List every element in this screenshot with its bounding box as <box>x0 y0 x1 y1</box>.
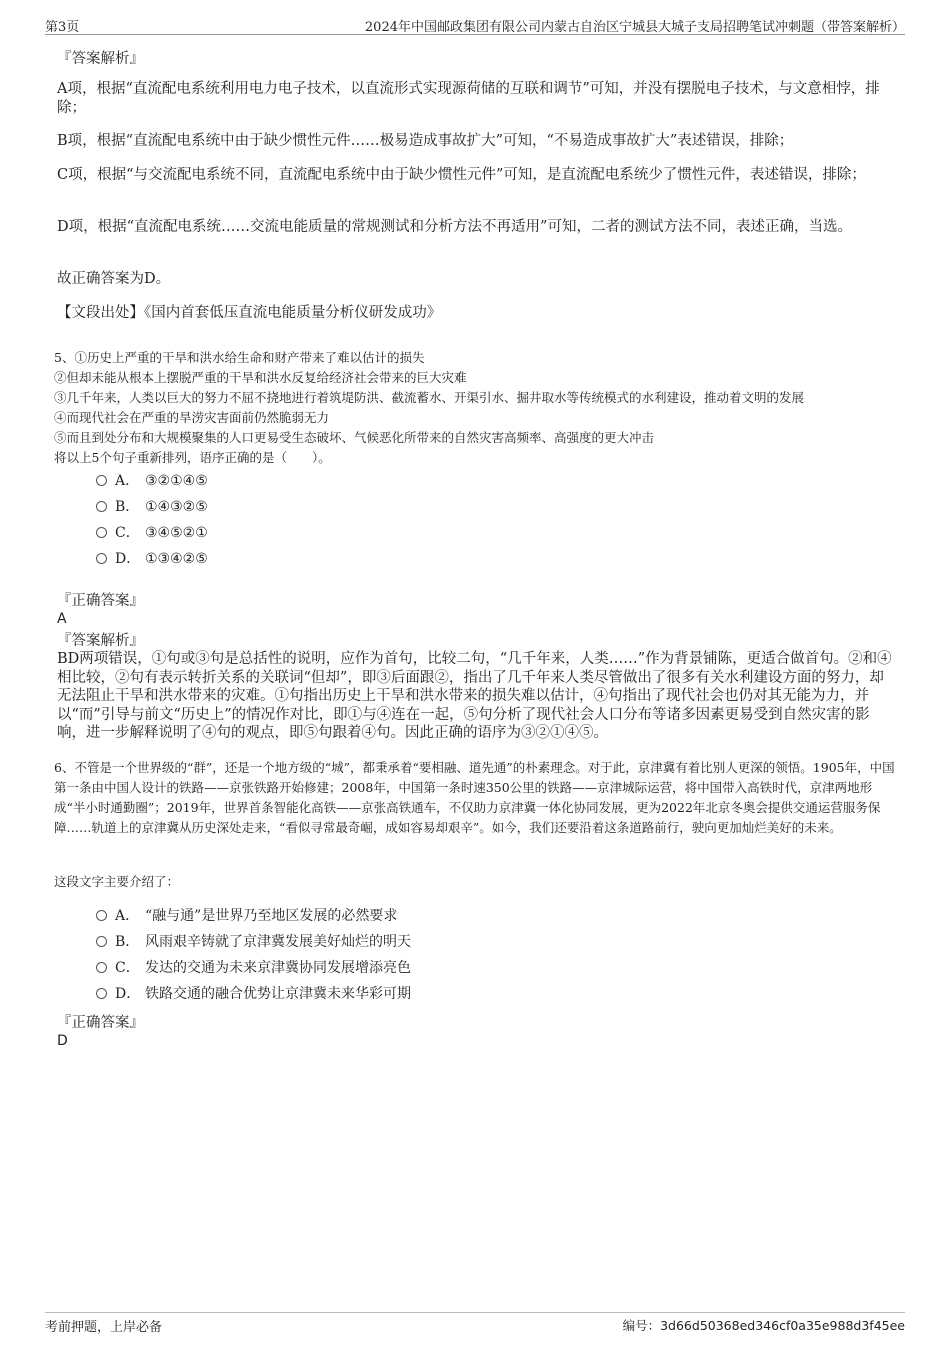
code-value: 3d66d50368ed346cf0a35e988d3f45ee <box>660 1318 905 1333</box>
option-text: 发达的交通为未来京津冀协同发展增添亮色 <box>145 960 411 976</box>
page-number: 第3页 <box>45 20 80 35</box>
option-label: A． <box>115 908 140 924</box>
question-5-stem <box>54 348 900 468</box>
q6-option-c[interactable] <box>96 958 411 978</box>
q5-option-a[interactable] <box>96 471 208 491</box>
sentence-line: ④而现代社会在严重的旱涝灾害面前仍然脆弱无力 <box>54 410 330 425</box>
sentence-line: ⑤而且到处分布和大规模聚集的人口更易受生态破坏、气候恶化所带来的自然灾害高频率、高强度的更大冲击 <box>54 430 655 445</box>
q5-answer-heading: 『正确答案』 <box>57 593 144 609</box>
q5-option-d[interactable] <box>96 549 208 569</box>
q6-answer-heading: 『正确答案』 <box>57 1015 144 1031</box>
question-6-stem: 6、不管是一个世界级的“群”，还是一个地方级的“城”，都秉承着“要相融、道先通”的朴素理念。对于此，京津冀有着比别人更深的领悟。1905年，中国第一条由中国人设计的铁路——京张铁路开始修建；2008年，中国第一条时速350公里的铁路——京津城际运营，将中国带入高铁时代，京津两地形成“半小时通勤圈”；2019年，世界首条智能化高铁——京张高铁通车，不仅助力京津冀一体化协同发展，更为2022年北京冬奥会提供交通运营服务保障……轨道上的京津冀从历史深处走来，“看似寻常最奇崛，成如容易却艰辛”。如今，我们还要沿着这条道路前行，驶向更加灿烂美好的未来。 <box>54 760 895 835</box>
document-code <box>623 1316 905 1334</box>
radio-button-icon[interactable] <box>96 988 107 999</box>
q6-answer: D <box>57 1033 68 1049</box>
option-label: B． <box>115 934 140 950</box>
q5-answer: A <box>57 611 67 627</box>
document-title: 2024年中国邮政集团有限公司内蒙古自治区宁城县大城子支局招聘笔试冲刺题（带答案解析） <box>364 20 905 35</box>
option-label: D． <box>115 551 141 567</box>
analysis-option-a: A项，根据“直流配电系统利用电力电子技术，以直流形式实现源荷储的互联和调节”可知，并没有摆脱电子技术，与文意相悖，排除； <box>57 81 880 116</box>
conclusion: 故正确答案为D。 <box>57 271 171 287</box>
q5-option-c[interactable] <box>96 523 208 543</box>
option-label: B． <box>115 499 140 515</box>
q6-option-b[interactable] <box>96 932 411 952</box>
q5-option-b[interactable] <box>96 497 208 517</box>
footer-slogan: 考前押题，上岸必备 <box>45 1320 163 1335</box>
option-text: 铁路交通的融合优势让京津冀未来华彩可期 <box>145 986 411 1002</box>
q6-option-a[interactable] <box>96 906 397 926</box>
radio-button-icon[interactable] <box>96 475 107 486</box>
sentence-line: ②但却未能从根本上摆脱严重的干旱和洪水反复给经济社会带来的巨大灾难 <box>54 370 467 385</box>
code-label: 编号： <box>622 1318 661 1333</box>
option-label: C． <box>115 960 140 976</box>
radio-button-icon[interactable] <box>96 553 107 564</box>
option-text: “融与通”是世界乃至地区发展的必然要求 <box>145 908 398 924</box>
sentence-line: 5、①历史上严重的干旱和洪水给生命和财产带来了难以估计的损失 <box>54 350 425 365</box>
analysis-option-b: B项，根据“直流配电系统中由于缺少惯性元件……极易造成事故扩大”可知，“不易造成事故扩大”表述错误，排除； <box>57 133 794 149</box>
radio-button-icon[interactable] <box>96 962 107 973</box>
option-text: ③④⑤②① <box>145 525 208 541</box>
option-label: C． <box>115 525 140 541</box>
page-header <box>45 14 905 35</box>
analysis-option-d: D项，根据“直流配电系统……交流电能质量的常规测试和分析方法不再适用”可知，二者的测试方法不同，表述正确，当选。 <box>57 219 852 235</box>
question-6-prompt: 这段文字主要介绍了： <box>54 874 180 889</box>
q5-analysis: BD两项错误，①句或③句是总括性的说明，应作为首句，比较二句，“几千年来，人类……”作为背景铺陈，更适合做首句。②和④相比较，②句有表示转折关系的关联词“但却”，即③后面跟②，指出了几千年来人类尽管做出了很多有关水利建设方面的努力，却无法阻止干旱和洪水带来的灾难。①句指出历史上干旱和洪水带来的损失难以估计，④句指出了现代社会也仍对其无能为力，并以“而”引导与前文“历史上”的情况作对比，即①与④连在一起，⑤句分析了现代社会人口分布等诸多因素更易受到自然灾害的影响，进一步解释说明了④句的观点，即⑤句跟着④句。因此正确的语序为③②①④⑤。 <box>57 651 892 741</box>
option-text: ①④③②⑤ <box>145 499 208 515</box>
analysis-option-c: C项，根据“与交流配电系统不同，直流配电系统中由于缺少惯性元件”可知，是直流配电系统少了惯性元件，表述错误，排除； <box>57 167 866 183</box>
radio-button-icon[interactable] <box>96 910 107 921</box>
q5-analysis-heading: 『答案解析』 <box>57 633 144 649</box>
radio-button-icon[interactable] <box>96 501 107 512</box>
radio-button-icon[interactable] <box>96 527 107 538</box>
option-label: D． <box>115 986 141 1002</box>
radio-button-icon[interactable] <box>96 936 107 947</box>
page-footer <box>45 1312 905 1336</box>
option-label: A． <box>115 473 140 489</box>
option-text: ③②①④⑤ <box>145 473 208 489</box>
q6-option-d[interactable] <box>96 984 411 1004</box>
question-prompt: 将以上5个句子重新排列，语序正确的是（ ）。 <box>54 450 331 465</box>
source-note: 【文段出处】《国内首套低压直流电能质量分析仪研发成功》 <box>57 305 442 321</box>
sentence-line: ③几千年来，人类以巨大的努力不屈不挠地进行着筑堤防洪、截流蓄水、开渠引水、掘井取水等传统模式的水利建设，推动着文明的发展 <box>54 390 805 405</box>
analysis-heading: 『答案解析』 <box>57 51 144 67</box>
option-text: 风雨艰辛铸就了京津冀发展美好灿烂的明天 <box>145 934 411 950</box>
option-text: ①③④②⑤ <box>145 551 208 567</box>
